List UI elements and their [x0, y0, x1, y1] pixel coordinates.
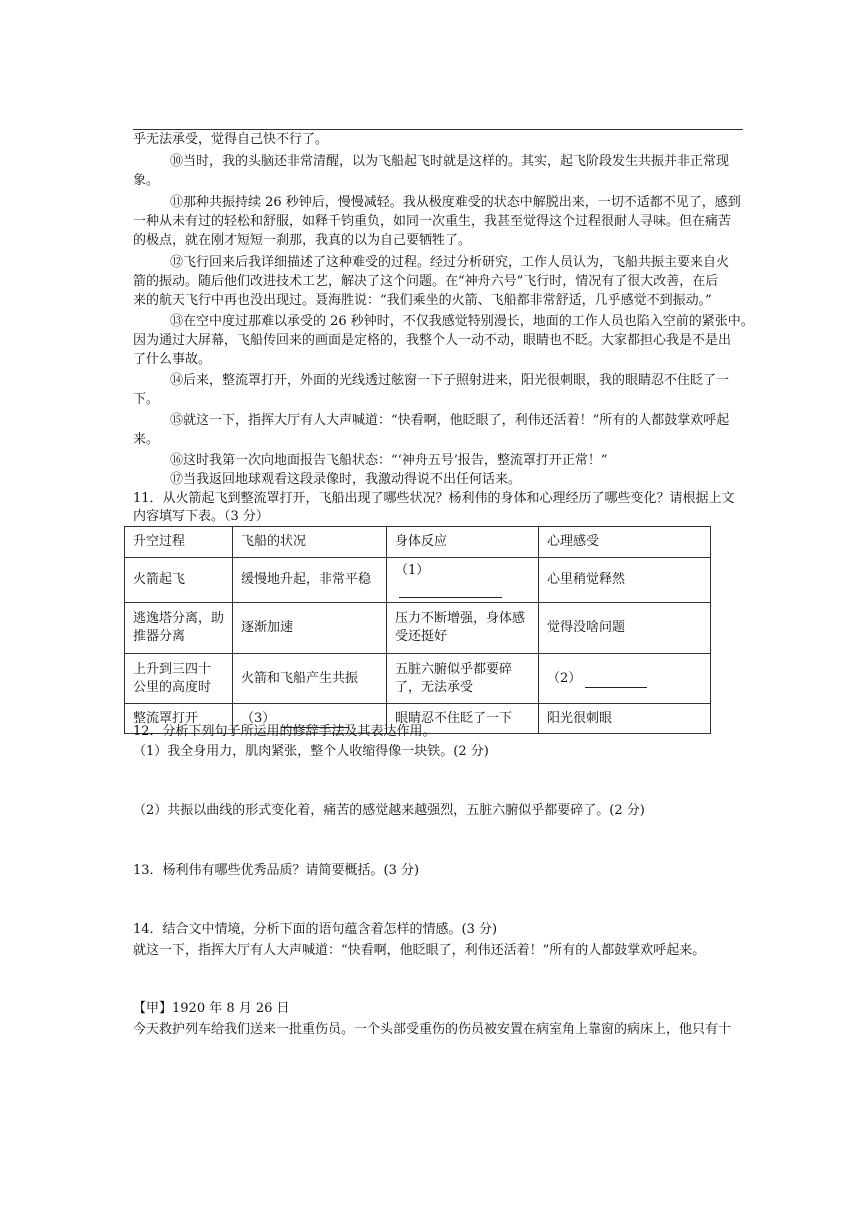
table-header-cell: 身体反应	[387, 527, 539, 558]
ship-status-cell: 火箭和飞船产生共振	[233, 654, 387, 704]
feeling-cell: 觉得没啥问题	[539, 603, 711, 654]
paragraph-11-line: 的极点，就在刚才短短一刹那，我真的以为自己要牺牲了。	[133, 233, 472, 248]
cell-line: 了，无法承受	[395, 679, 474, 695]
paragraph-15-line: ⑮就这一下，指挥大厅有人大声喊道：“快看啊，他眨眼了，利伟还活着！”所有的人都鼓掌欢呼起	[170, 413, 730, 428]
feeling-cell	[539, 654, 711, 704]
table-header-cell: 升空过程	[125, 527, 233, 558]
body-reaction-cell	[387, 603, 539, 654]
question-13: 13．杨利伟有哪些优秀品质？请简要概括。(3 分)	[133, 863, 420, 878]
blank-label: （1）	[395, 563, 430, 578]
body-reaction-cell: 眼睛忍不住眨了一下	[387, 704, 539, 734]
feeling-cell: 阳光很刺眼	[539, 704, 711, 734]
question-12-stem: 12．分析下列句子所运用的修辞手法及其表达作用。	[133, 724, 436, 739]
stage-cell	[125, 654, 233, 704]
paragraph-14-line: ⑭后来，整流罩打开，外面的光线透过舷窗一下子照射进来，阳光很刺眼，我的眼睛忍不住眨了一	[170, 373, 730, 388]
cell-line: 压力不断增强，身体感	[395, 611, 526, 626]
body-reaction-cell	[387, 558, 539, 603]
answer-blank-2[interactable]	[585, 673, 647, 688]
paragraph-13-line: 了什么事故。	[133, 352, 212, 367]
cell-line: 受还挺好	[395, 629, 448, 644]
paragraph-12-line: 箭的振动。随后他们改进技术工艺，解决了这个问题。在“神舟六号”飞行时，情况有了很大改善，在后	[133, 274, 719, 289]
body-reaction-cell	[387, 654, 539, 704]
cell-line: 推器分离	[133, 629, 186, 644]
answer-table	[124, 526, 711, 734]
question-14-quote: 就这一下，指挥大厅有人大声喊道：“快看啊，他眨眼了，利伟还活着！”所有的人都鼓掌欢呼起来。	[133, 943, 706, 958]
paragraph-13-line: ⑬在空中度过那难以承受的 26 秒钟时，不仅我感觉特别漫长，地面的工作人员也陷入空前的紧张中。	[170, 314, 754, 329]
stage-cell: 整流罩打开	[125, 704, 233, 734]
passage-line: 乎无法承受，觉得自己快不行了。	[133, 132, 329, 147]
paragraph-14-line: 下。	[133, 392, 160, 407]
table-header-cell: 心理感受	[539, 527, 711, 558]
feeling-cell: 心里稍觉释然	[539, 558, 711, 603]
question-14-stem: 14．结合文中情境，分析下面的语句蕴含着怎样的情感。(3 分)	[133, 922, 498, 937]
table-row	[125, 558, 711, 603]
passage-jia-heading: 【甲】1920 年 8 月 26 日	[133, 1001, 290, 1016]
question-12-sentence-2: （2）共振以曲线的形式变化着，痛苦的感觉越来越强烈，五脏六腑似乎都要碎了。(2 分)	[133, 803, 645, 818]
paragraph-10-line: ⑩当时，我的头脑还非常清醒，以为飞船起飞时就是这样的。其实，起飞阶段发生共振并非正常现	[170, 154, 730, 169]
blank-label: （3）	[241, 710, 276, 726]
question-12-sentence-1: （1）我全身用力，肌肉紧张，整个人收缩得像一块铁。(2 分)	[133, 744, 489, 759]
paragraph-11-line: 一种从未有过的轻松和舒服，如释千钧重负，如同一次重生，我甚至觉得这个过程很耐人寻味。但在痛苦	[133, 214, 732, 229]
blank-label: （2）	[547, 670, 582, 686]
cell-line: 五脏六腑似乎都要碎	[395, 661, 513, 677]
passage-jia-line: 今天救护列车给我们送来一批重伤员。一个头部受重伤的伤员被安置在病室角上靠窗的病床上，他只有十	[133, 1022, 732, 1037]
cell-line: 公里的高度时	[133, 679, 212, 695]
paragraph-13-line: 因为通过大屏幕，飞船传回来的画面是定格的，我整个人一动不动，眼睛也不眨。大家都担心我是不是出	[133, 333, 732, 348]
ship-status-cell: 逐渐加速	[233, 603, 387, 654]
cell-line: 逃逸塔分离，助	[133, 611, 225, 626]
cell-line: 上升到三四十	[133, 661, 212, 677]
paragraph-12-line: 来的航天飞行中再也没出现过。聂海胜说：“我们乘坐的火箭、飞船都非常舒适，几乎感觉不到振动。”	[133, 293, 712, 308]
paragraph-12-line: ⑫飞行回来后我详细描述了这种难受的过程。经过分析研究，工作人员认为，飞船共振主要来自火	[170, 255, 730, 270]
stage-cell: 火箭起飞	[125, 558, 233, 603]
paragraph-17-line: ⑰当我返回地球观看这段录像时，我激动得说不出任何话来。	[170, 472, 522, 487]
table-header-row	[125, 527, 711, 558]
paragraph-11-line: ⑪那种共振持续 26 秒钟后，慢慢减轻。我从极度难受的状态中解脱出来，一切不适都不见了，感到	[170, 195, 741, 210]
table-header-cell: 飞船的状况	[233, 527, 387, 558]
question-11-stem-cont: 内容填写下表。（3 分）	[133, 509, 269, 524]
table-row	[125, 654, 711, 704]
header-rule	[133, 129, 743, 130]
paragraph-15-line: 来。	[133, 432, 160, 447]
question-11-stem: 11．从火箭起飞到整流罩打开，飞船出现了哪些状况？杨利伟的身体和心理经历了哪些变化？请根据上文	[133, 491, 735, 506]
paragraph-16-line: ⑯这时我第一次向地面报告飞船状态：“‘神舟五号’报告，整流罩打开正常！”	[170, 453, 608, 468]
table-row	[125, 603, 711, 654]
stage-cell	[125, 603, 233, 654]
ship-status-cell: 缓慢地升起，非常平稳	[233, 558, 387, 603]
paragraph-10-line: 象。	[133, 173, 160, 188]
answer-blank-1[interactable]	[399, 583, 502, 598]
